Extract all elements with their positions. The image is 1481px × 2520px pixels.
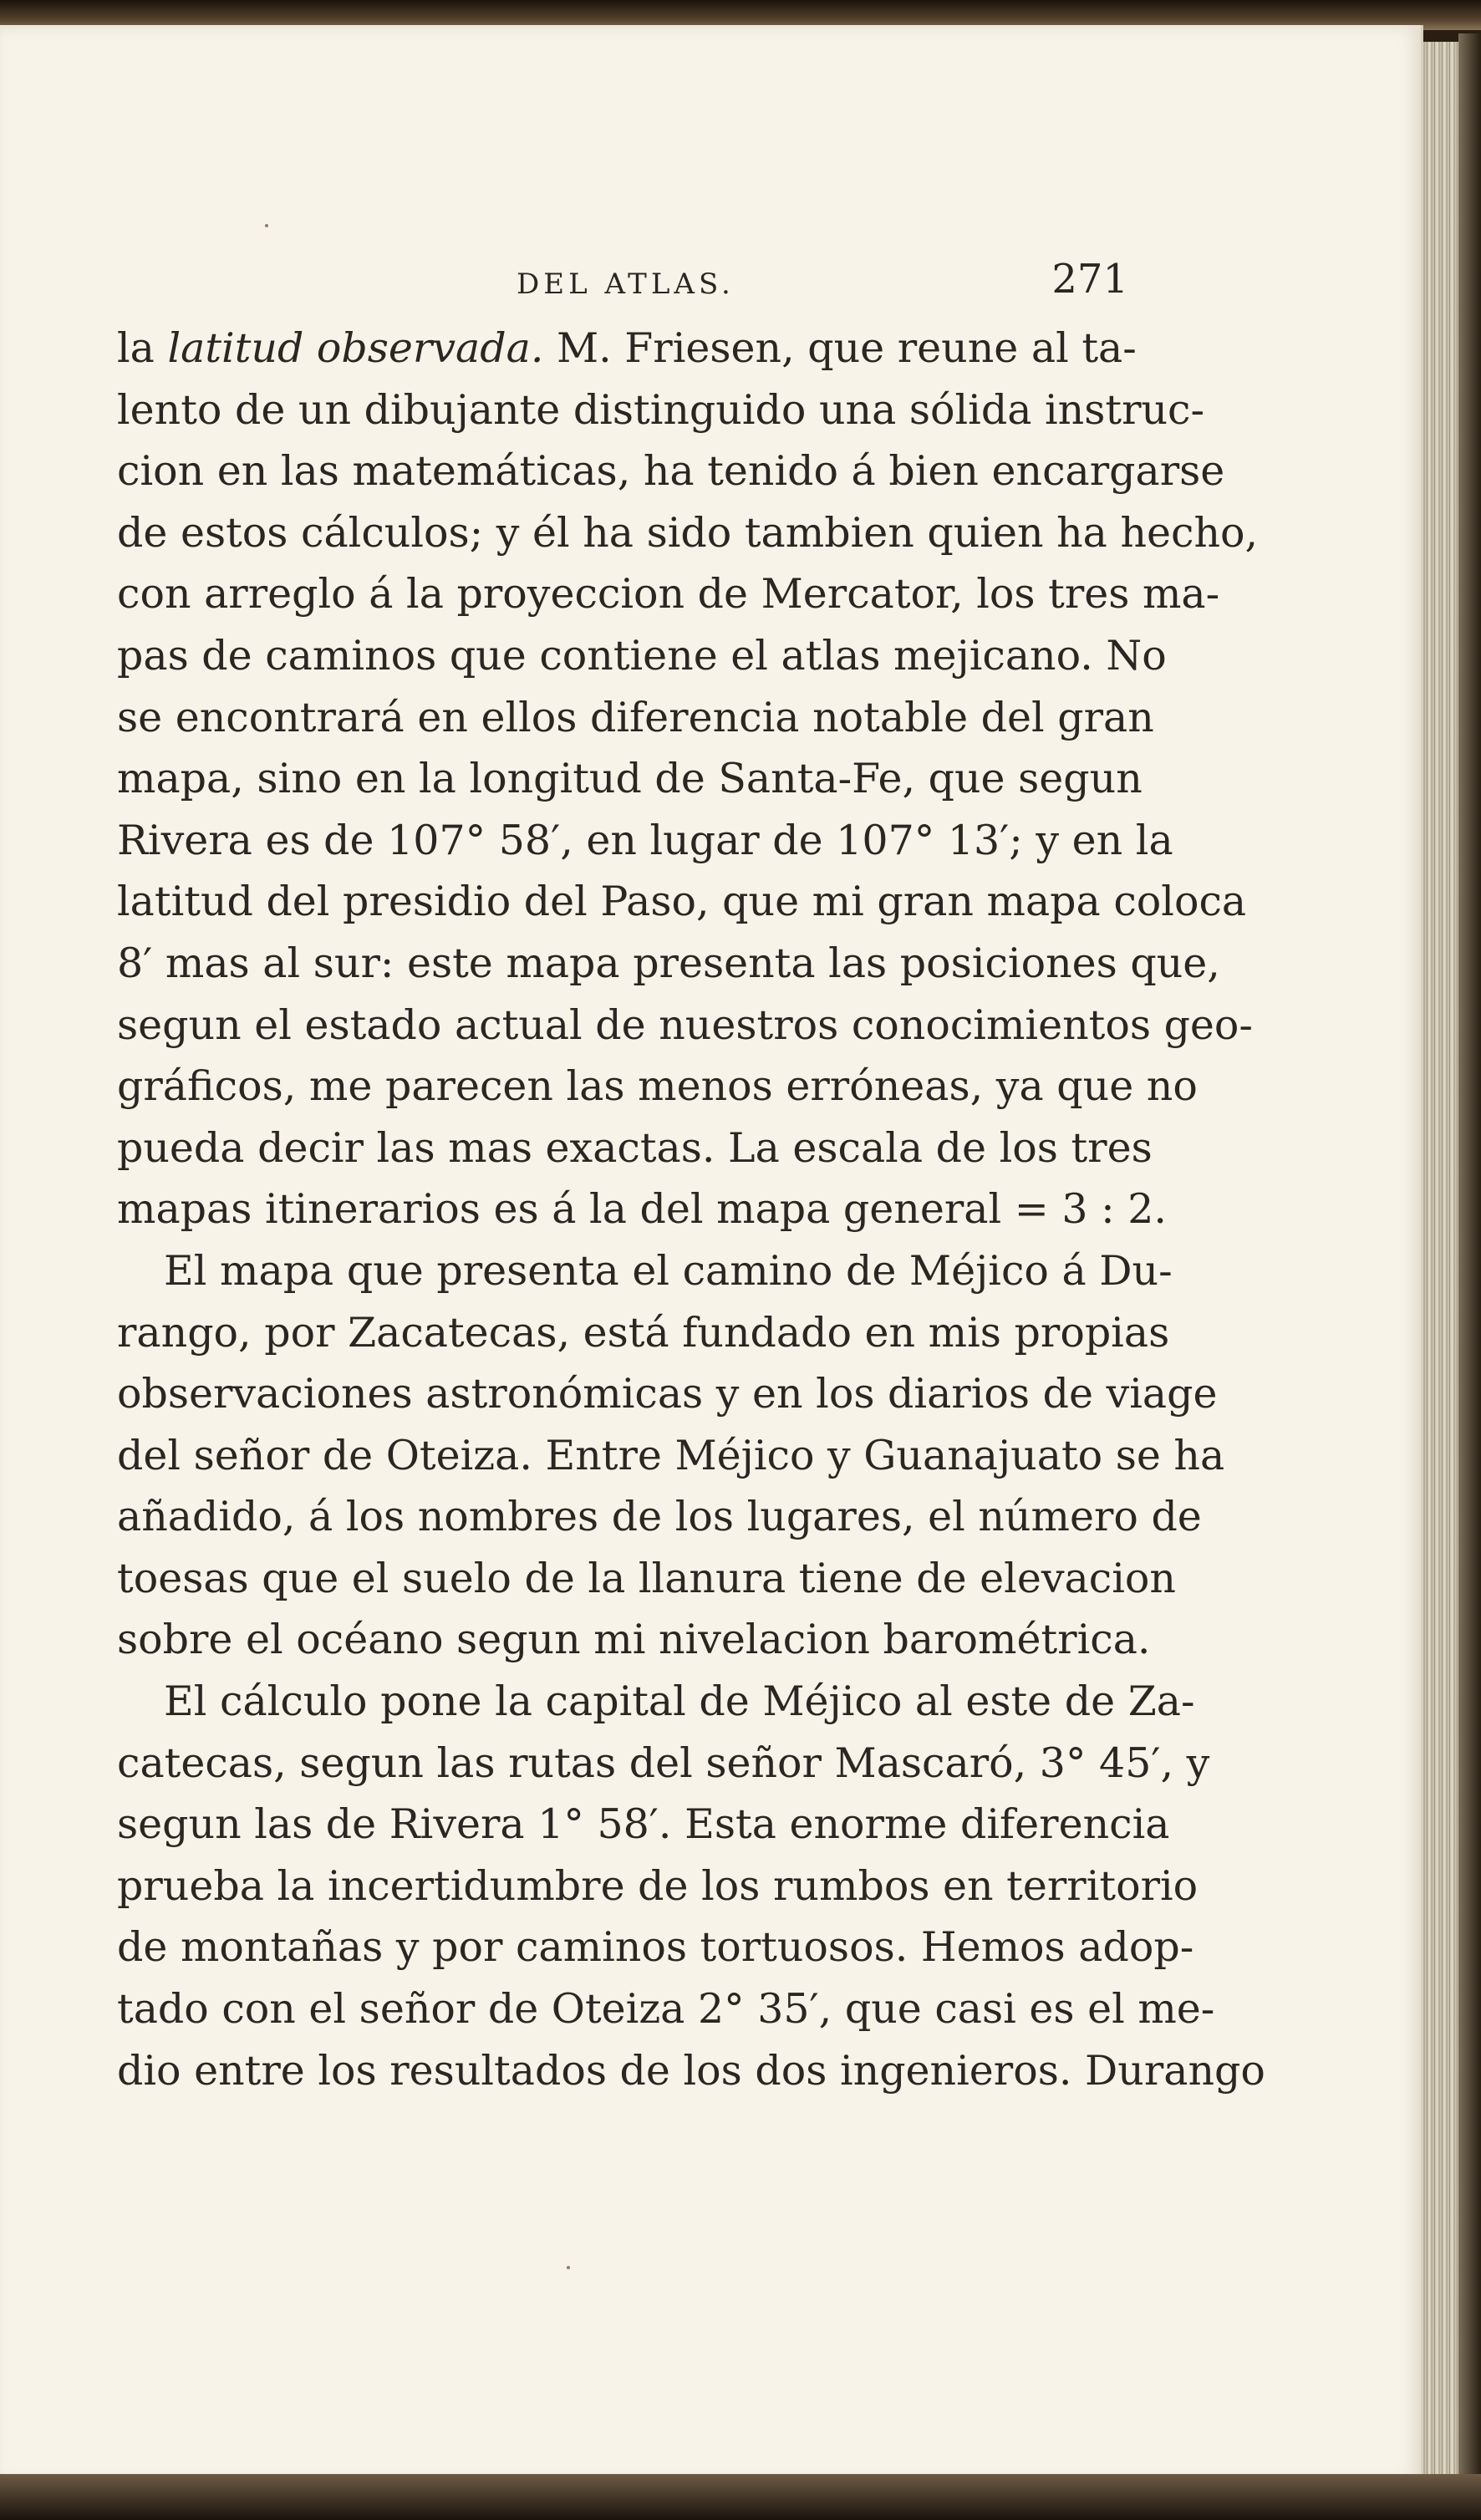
running-head: DEL ATLAS. (517, 267, 735, 301)
page-number: 271 (1051, 256, 1128, 303)
paragraph (117, 1671, 1265, 2101)
book-cover-edge (1458, 33, 1481, 2482)
text-line: 8′ mas al sur: este mapa presenta las posiciones que, (117, 939, 1220, 987)
text-line: latitud del presidio del Paso, que mi gran mapa coloca (117, 878, 1247, 926)
text-line: se encontrará en ellos diferencia notable del gran (117, 693, 1154, 741)
text-line (117, 318, 1137, 379)
text-line: mapas itinerarios es á la del mapa general = 3 : 2. (117, 1185, 1167, 1234)
italic-phrase: latitud observada. (167, 324, 544, 372)
text-line: de estos cálculos; y él ha sido tambien quien ha hecho, (117, 508, 1259, 557)
text-line: con arreglo á la proyeccion de Mercator, los tres ma- (117, 570, 1220, 619)
text-line: mapa, sino en la longitud de Santa-Fe, que segun (117, 755, 1143, 803)
text-line: pas de caminos que contiene el atlas mejicano. No (117, 631, 1167, 680)
text-line: tado con el señor de Oteiza 2° 35′, que casi es el me- (117, 1985, 1215, 2034)
paragraph (117, 318, 1259, 1240)
text-line: toesas que el suelo de la llanura tiene de elevacion (117, 1554, 1176, 1602)
paper-speck (265, 224, 268, 227)
text-line: pueda decir las mas exactas. La escala de los tres (117, 1123, 1153, 1172)
text-line: lento de un dibujante distinguido una sólida instruc- (117, 385, 1205, 434)
text-line: sobre el océano segun mi nivelacion barométrica. (117, 1616, 1151, 1664)
paragraph (117, 1240, 1225, 1671)
text-line: rango, por Zacatecas, está fundado en mis propias (117, 1308, 1170, 1357)
book-bottom-edge (0, 2474, 1481, 2520)
text-line: dio entre los resultados de los dos ingenieros. Durango (117, 2046, 1265, 2095)
text-line: prueba la incertidumbre de los rumbos en territorio (117, 1861, 1199, 1910)
text-line: observaciones astronómicas y en los diarios de viage (117, 1370, 1218, 1418)
text-line: segun las de Rivera 1° 58′. Esta enorme diferencia (117, 1800, 1170, 1849)
text-line: segun el estado actual de nuestros conocimientos geo- (117, 1000, 1253, 1049)
text-run: M. Friesen, que reune al ta- (543, 324, 1137, 372)
text-line: añadido, á los nombres de los lugares, el número de (117, 1493, 1202, 1541)
text-line: del señor de Oteiza. Entre Méjico y Guanajuato se ha (117, 1431, 1225, 1479)
text-run: la (117, 324, 168, 372)
text-line: catecas, segun las rutas del señor Mascaró, 3° 45′, y (117, 1739, 1210, 1787)
text-line: El mapa que presenta el camino de Méjico á Du- (164, 1246, 1173, 1295)
paper-speck (567, 2266, 570, 2269)
text-line: Rivera es de 107° 58′, en lugar de 107° 13′; y en la (117, 816, 1173, 864)
body-text (117, 318, 1265, 2101)
text-line: El cálculo pone la capital de Méjico al este de Za- (164, 1677, 1195, 1726)
text-line: de montañas y por caminos tortuosos. Hemos adop- (117, 1923, 1194, 1972)
page-header (117, 256, 1128, 306)
text-line: cion en las matemáticas, ha tenido á bien encargarse (117, 447, 1225, 496)
text-line: gráficos, me parecen las menos erróneas, ya que no (117, 1062, 1198, 1111)
